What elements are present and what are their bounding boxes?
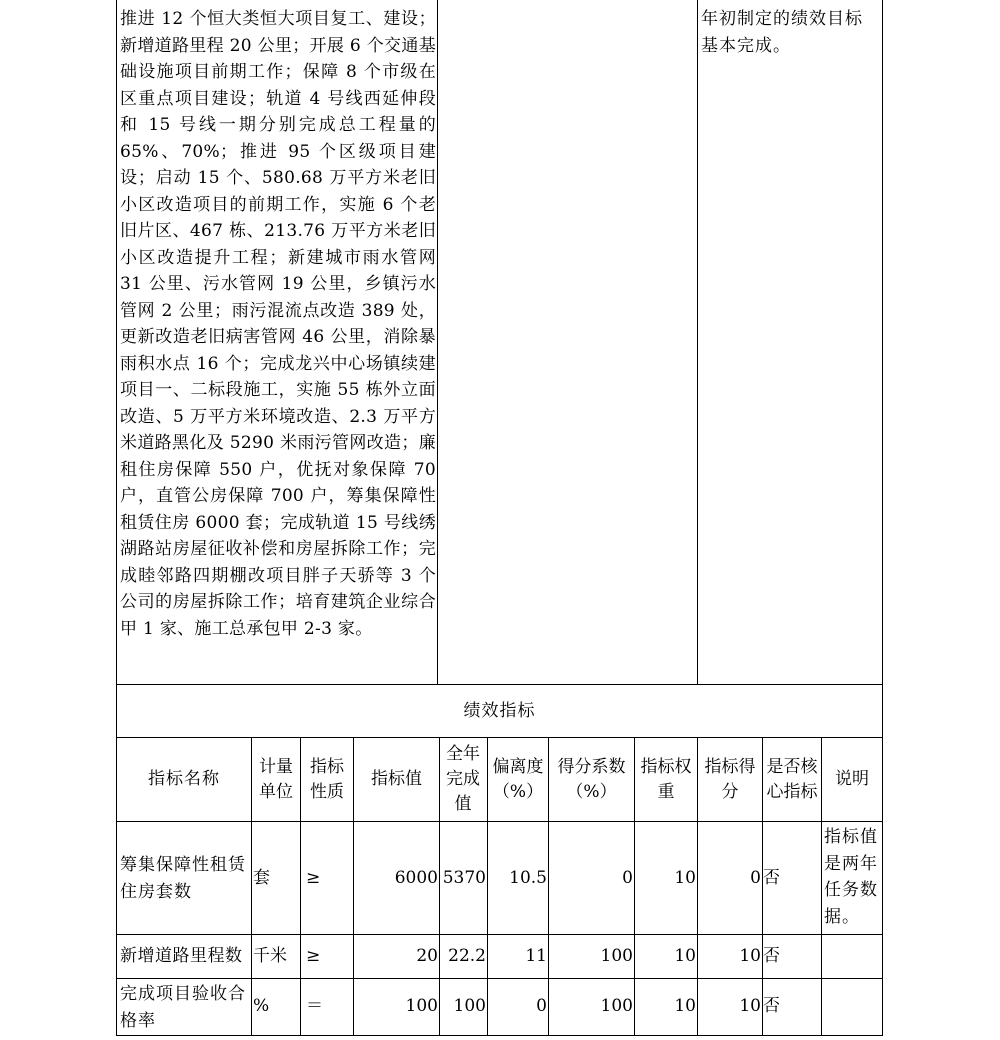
score-value: 0 xyxy=(750,868,761,888)
section-title: 绩效指标 xyxy=(463,700,536,721)
score-value: 10 xyxy=(739,946,761,966)
table-row xyxy=(117,979,883,1036)
score-value: 10 xyxy=(739,996,761,1016)
header-nature: 指标性质 xyxy=(310,756,344,802)
actual-value: 100 xyxy=(453,996,486,1016)
nature: ≥ xyxy=(306,868,321,888)
header-target: 指标值 xyxy=(371,769,422,789)
core-flag: 否 xyxy=(763,946,780,966)
indicator-name: 筹集保障性租赁住房套数 xyxy=(120,855,246,902)
unit: 千米 xyxy=(253,946,287,966)
header-core: 是否核心指标 xyxy=(766,756,818,802)
target-value: 6000 xyxy=(394,868,438,888)
divider xyxy=(697,0,698,684)
indicator-name: 完成项目验收合格率 xyxy=(120,984,246,1031)
header-deviation: 偏离度（%） xyxy=(492,756,544,802)
header-actual: 全年完成值 xyxy=(446,744,480,814)
actual-value: 5370 xyxy=(442,868,486,888)
header-score: 指标得分 xyxy=(704,756,756,802)
target-value: 100 xyxy=(405,996,438,1016)
actual-value: 22.2 xyxy=(448,946,486,966)
divider xyxy=(437,0,438,684)
core-flag: 否 xyxy=(763,868,780,888)
deviation-value: 11 xyxy=(525,946,547,966)
weight-value: 10 xyxy=(674,996,696,1016)
nature: ≥ xyxy=(306,946,321,966)
weight-value: 10 xyxy=(674,868,696,888)
target-value: 20 xyxy=(416,946,438,966)
deviation-value: 0 xyxy=(536,996,547,1016)
header-unit: 计量单位 xyxy=(259,756,293,802)
performance-summary: 年初制定的绩效目标基本完成。 xyxy=(701,9,863,56)
nature: ＝ xyxy=(306,996,323,1016)
coefficient-value: 100 xyxy=(600,996,633,1016)
unit: % xyxy=(253,996,270,1016)
core-flag: 否 xyxy=(763,996,780,1016)
note-text: 指标值是两年任务数据。 xyxy=(824,827,878,927)
table-row xyxy=(117,822,883,934)
performance-description: 推进 12 个恒大类恒大项目复工、建设；新增道路里程 20 公里；开展 6 个交通基础设施项目前期工作；保障 8 个市级在区重点项目建设；轨道 4 号线西延伸段和 15 号线一期分别完成总工程量的 65%、70%；推进 95 个区级项目建设；启动 15 个、580.68 万平方米老旧小区改造项目的前期工作，实施 6 个老旧片区、467 栋、213.76 万平方米老旧小区改造提升工程；新建城市雨水管网 31 公里、污水管网 19 公里，乡镇污水管网 2 公里；雨污混流点改造 389 处，更新改造老旧病害管网 46 公里，消除暴雨积水点 16 个；完成龙兴中心场镇续建项目一、二标段施工，实施 55 栋外立面改造、5 万平方米环境改造、2.3 万平方米道路黑化及 5290 米雨污管网改造；廉租住房保障 550 户，优抚对象保障 70 户，直管公房保障 700 户，筹集保障性租赁住房 6000 套；完成轨道 15 号线绣湖路站房屋征收补偿和房屋拆除工作；完成睦邻路四期棚改项目胖子天骄等 3 个公司的房屋拆除工作；培育建筑企业综合甲 1 家、施工总承包甲 2-3 家。 xyxy=(120,9,436,639)
indicator-name: 新增道路里程数 xyxy=(120,946,243,966)
weight-value: 10 xyxy=(674,946,696,966)
coefficient-value: 0 xyxy=(622,868,633,888)
header-weight: 指标权重 xyxy=(640,756,692,802)
unit: 套 xyxy=(253,868,270,888)
deviation-value: 10.5 xyxy=(509,868,547,888)
header-note: 说明 xyxy=(835,769,869,789)
coefficient-value: 100 xyxy=(600,946,633,966)
header-score-coefficient: 得分系数（%） xyxy=(557,756,626,802)
header-indicator-name: 指标名称 xyxy=(148,769,220,789)
table-row xyxy=(117,935,883,978)
